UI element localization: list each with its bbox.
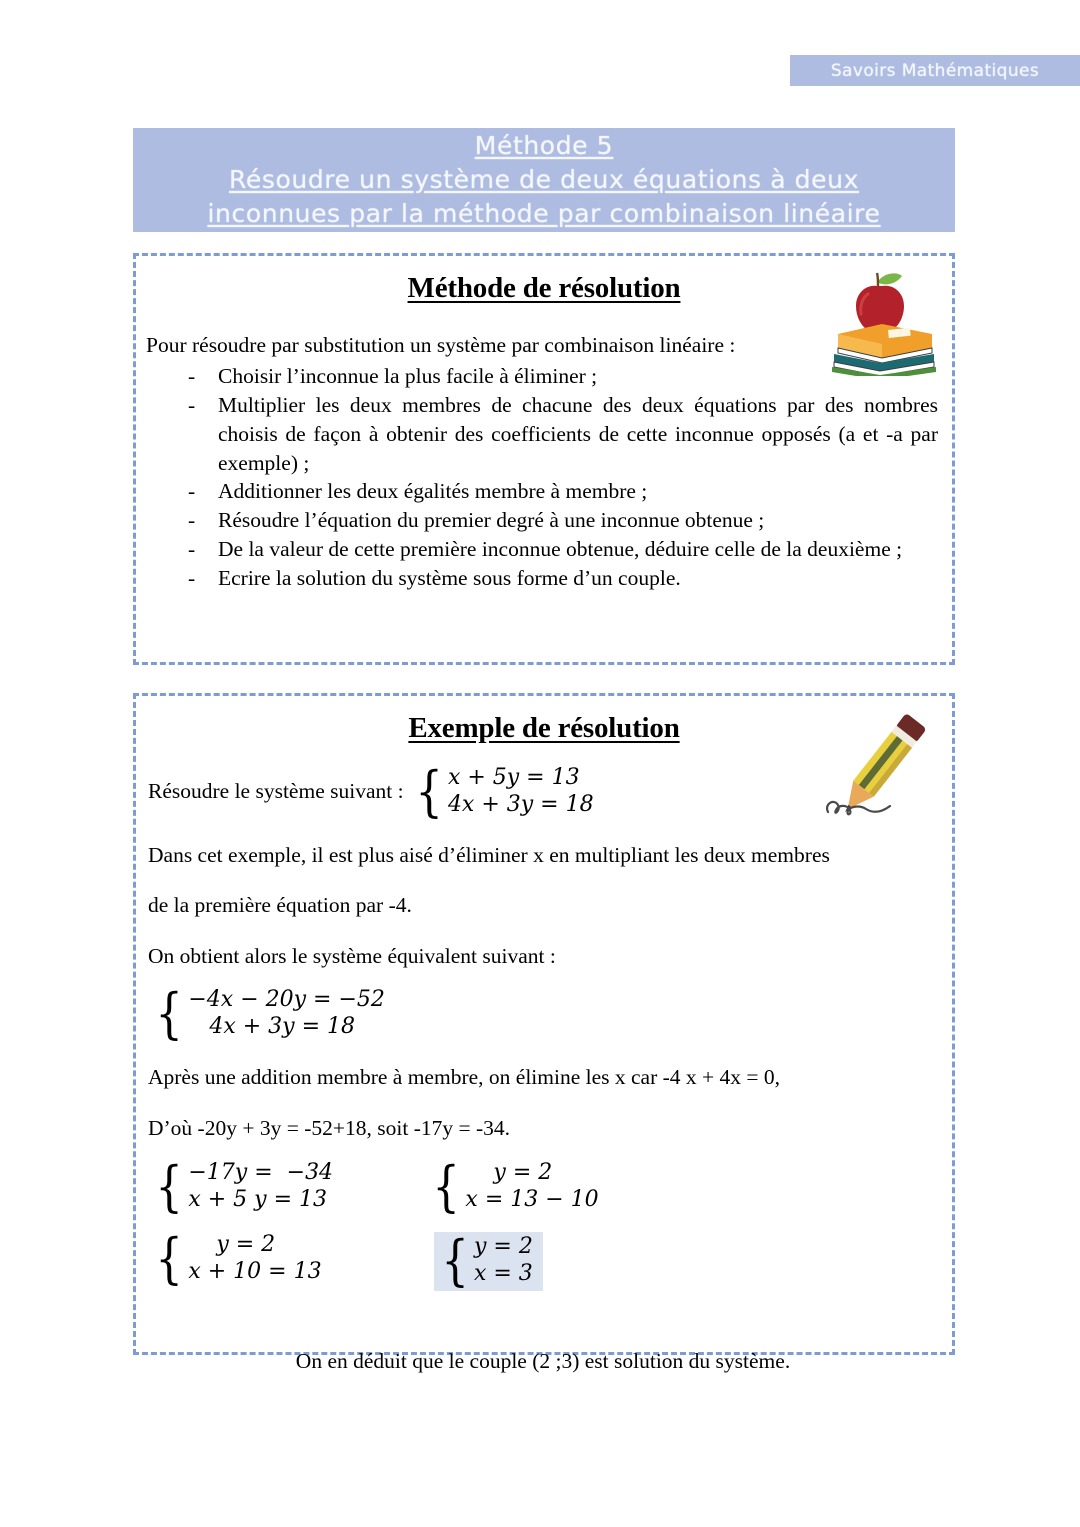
method-intro-paragraph: Pour résoudre par substitution un système par combinaison linéaire : (146, 333, 736, 357)
pencil-writing-icon (820, 704, 940, 829)
equation-line: −4x − 20y = −52 (188, 987, 385, 1013)
example-box-heading: Exemple de résolution (408, 712, 680, 744)
list-item: - Résoudre l’équation du premier degré à une inconnue obtenue ; (146, 506, 938, 535)
equation-line: x + 10 = 13 (188, 1258, 322, 1284)
method-steps-list (146, 362, 938, 593)
equation-line: 4x + 3y = 18 (188, 1013, 356, 1039)
system-equivalent-wrapper (152, 981, 938, 1045)
system-c (152, 1226, 322, 1290)
example-text-dou: D’où -20y + 3y = -52+18, soit -17y = -34. (148, 1115, 511, 1140)
example-text-eliminate-x: Dans cet exemple, il est plus aisé d’éliminer x en multipliant les deux membres (148, 842, 830, 867)
example-text-multiply-by: de la première équation par -4. (148, 893, 412, 918)
equation-line: y = 2 (465, 1160, 553, 1186)
system-a (152, 1154, 334, 1218)
equation-line: −17y = −34 (188, 1160, 334, 1186)
brace-icon: { (155, 1226, 183, 1290)
brace-icon: { (432, 1154, 460, 1218)
title-line-subject-part2: inconnues par la méthode par combinaison linéaire (207, 199, 881, 228)
brace-icon: { (441, 1228, 469, 1292)
list-item: - Multiplier les deux membres de chacune des deux équations par des nombres choisis de façon à obtenir des coefficients de cette inconnue opposés (a et -a par exemple) ; (146, 391, 938, 478)
brace-icon: { (415, 759, 443, 823)
method-box-content (136, 331, 952, 593)
title-line-method-number: Méthode 5 (474, 131, 614, 160)
equation-line: y = 2 (473, 1233, 533, 1259)
equation-line: x + 5y = 13 (447, 765, 580, 790)
example-box-content (136, 759, 952, 1374)
list-item: - Ecrire la solution du système sous forme d’un couple. (146, 564, 938, 593)
system-equivalent (152, 981, 385, 1045)
running-header-text: Savoirs Mathématiques (830, 60, 1040, 81)
systems-row-1 (152, 1154, 938, 1218)
list-item: - Choisir l’inconnue la plus facile à éliminer ; (146, 362, 938, 391)
page-title-banner (133, 128, 955, 232)
brace-icon: { (155, 981, 183, 1045)
method-section-box (133, 253, 955, 665)
running-header-band (790, 55, 1080, 86)
system-solution-highlighted (434, 1228, 543, 1292)
example-section-box (133, 693, 955, 1373)
example-conclusion-text: On en déduit que le couple (2 ;3) est solution du système. (295, 1348, 791, 1373)
equation-line: x = 3 (473, 1260, 533, 1286)
title-line-subject-part1: Résoudre un système de deux équations à deux (229, 165, 859, 194)
equation-line: x + 5 y = 13 (188, 1187, 328, 1213)
system-initial (412, 759, 594, 823)
system-b (429, 1154, 599, 1218)
systems-row-2 (152, 1226, 938, 1292)
example-text-addition: Après une addition membre à membre, on élimine les x car -4 x + 4x = 0, (148, 1064, 781, 1089)
equation-line: y = 2 (188, 1231, 276, 1257)
method-box-heading: Méthode de résolution (407, 272, 681, 304)
example-text-equivalent-system: On obtient alors le système équivalent suivant : (148, 944, 556, 969)
example-prompt-label: Résoudre le système suivant : (148, 779, 404, 804)
equation-line: 4x + 3y = 18 (447, 791, 594, 817)
list-item: - Additionner les deux égalités membre à membre ; (146, 477, 938, 506)
apple-on-books-icon (816, 264, 944, 376)
brace-icon: { (155, 1154, 183, 1218)
list-item: - De la valeur de cette première inconnue obtenue, déduire celle de la deuxième ; (146, 535, 938, 564)
equation-line: x = 13 − 10 (465, 1187, 599, 1213)
